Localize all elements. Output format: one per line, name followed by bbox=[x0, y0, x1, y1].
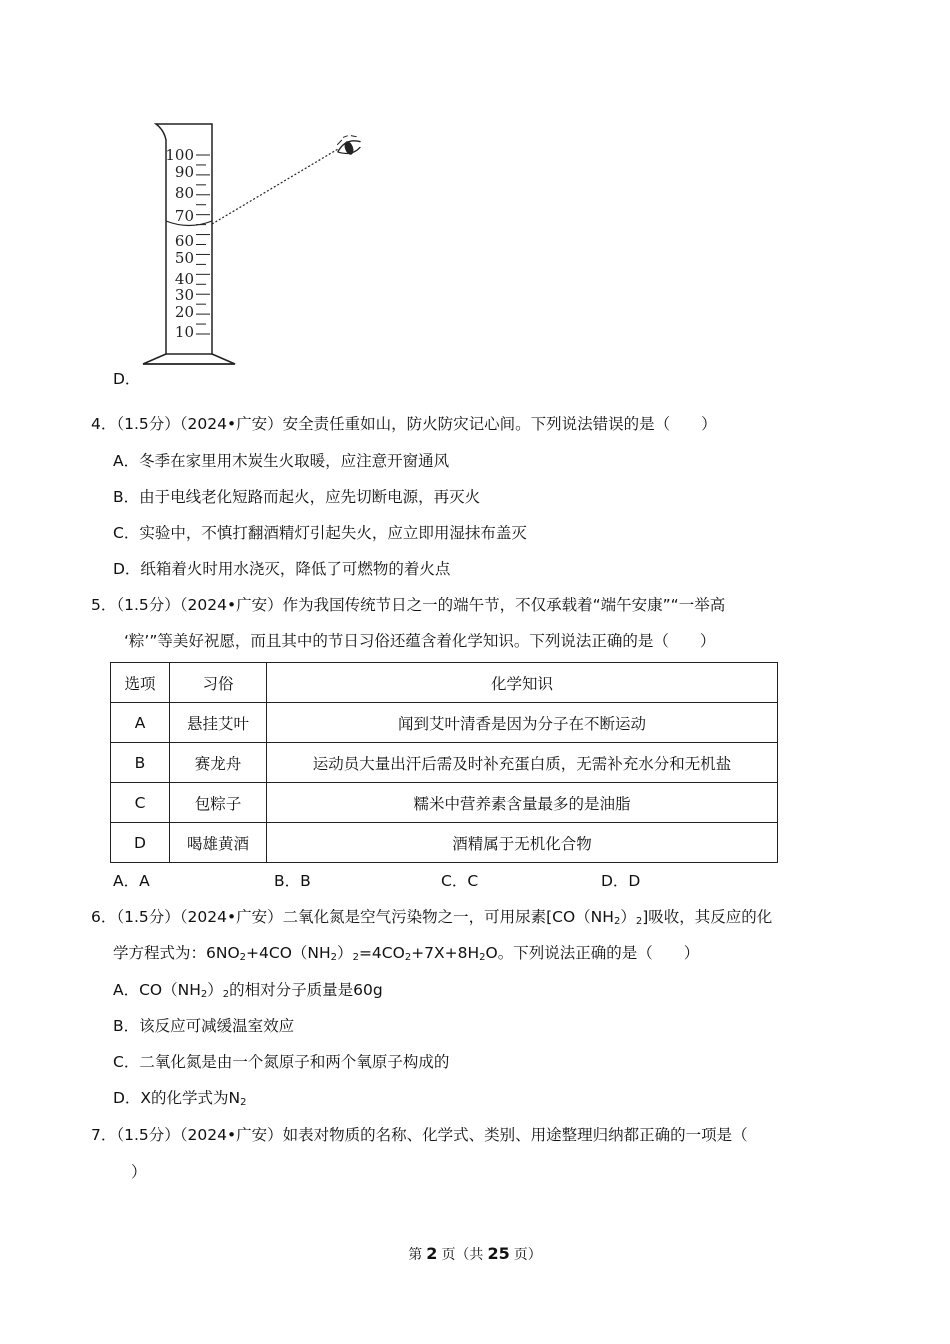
table-cell: 闻到艾叶清香是因为分子在不断运动 bbox=[267, 703, 778, 743]
table-row bbox=[111, 703, 778, 743]
q6-option-c: C．二氧化氮是由一个氮原子和两个氧原子构成的 bbox=[113, 1053, 450, 1071]
scale-label-50: 50 bbox=[174, 249, 194, 267]
q4-option-a: A．冬季在家里用木炭生火取暖，应注意开窗通风 bbox=[113, 452, 450, 470]
q5-stem-line2: ‘粽’”等美好祝愿，而且其中的节日习俗还蕴含着化学知识。下列说法正确的是（ ） bbox=[124, 632, 716, 650]
table-header-cell: 化学知识 bbox=[267, 663, 778, 703]
table-cell: 糯米中营养素含量最多的是油脂 bbox=[267, 783, 778, 823]
total-pages: 25 bbox=[487, 1244, 510, 1263]
table-cell: 包粽子 bbox=[170, 783, 267, 823]
q6-option-d: D．X的化学式为$N_2$ bbox=[113, 1089, 247, 1108]
table-cell: 运动员大量出汗后需及时补充蛋白质，无需补充水分和无机盐 bbox=[267, 743, 778, 783]
page-number: 2 bbox=[426, 1244, 438, 1263]
q5-option-d: D．D bbox=[601, 872, 641, 890]
table-header-cell: 选项 bbox=[111, 663, 170, 703]
table-cell: 悬挂艾叶 bbox=[170, 703, 267, 743]
q7-stem-line1: 7．（1.5分）（2024•广安）如表对物质的名称、化学式、类别、用途整理归纳都正确的一项是（ bbox=[91, 1126, 748, 1144]
scale-ticks bbox=[196, 155, 210, 334]
cylinder-base bbox=[143, 354, 235, 364]
table-cell: A bbox=[111, 703, 170, 743]
q5-stem-line1: 5．（1.5分）（2024•广安）作为我国传统节日之一的端午节，不仅承载着“端午安康”“一举高 bbox=[91, 596, 726, 614]
q4-option-b: B．由于电线老化短路而起火，应先切断电源，再灭火 bbox=[113, 488, 481, 506]
table-row bbox=[111, 783, 778, 823]
table-cell: B bbox=[111, 743, 170, 783]
q5-options bbox=[113, 869, 713, 891]
eye-icon bbox=[334, 132, 364, 158]
scale-label-100: 100 bbox=[165, 146, 194, 164]
graduated-cylinder-figure bbox=[130, 118, 380, 373]
table-cell: 酒精属于无机化合物 bbox=[267, 823, 778, 863]
q6-option-b: B．该反应可减缓温室效应 bbox=[113, 1017, 295, 1035]
table-cell: 喝雄黄酒 bbox=[170, 823, 267, 863]
table-row bbox=[111, 743, 778, 783]
q6-option-a: A．$CO(NH_2)_2$的相对分子质量是60g bbox=[113, 981, 383, 1000]
table-header-cell: 习俗 bbox=[170, 663, 267, 703]
q7-stem-line2: ） bbox=[131, 1163, 147, 1181]
q4-option-d: D．纸箱着火时用水浇灭，降低了可燃物的着火点 bbox=[113, 560, 451, 578]
q6-stem-line2: 学方程式为：$6NO_2+4CO(NH_2)_2=4CO_2+7X+8H_2O$。下列说法正确的是（ ） bbox=[113, 944, 700, 963]
scale-label-10: 10 bbox=[174, 323, 194, 341]
q4-option-c: C．实验中，不慎打翻酒精灯引起失火，应立即用湿抹布盖灭 bbox=[113, 524, 527, 542]
table-cell: C bbox=[111, 783, 170, 823]
scale-label-20: 20 bbox=[174, 303, 194, 321]
scale-label-40: 40 bbox=[174, 270, 194, 288]
sight-line bbox=[212, 149, 338, 224]
q5-option-a: A．A bbox=[113, 872, 150, 890]
scale-labels bbox=[165, 146, 194, 341]
table-row bbox=[111, 823, 778, 863]
table-cell: 赛龙舟 bbox=[170, 743, 267, 783]
q5-option-c: C．C bbox=[441, 872, 479, 890]
scale-label-80: 80 bbox=[174, 184, 194, 202]
table-cell: D bbox=[111, 823, 170, 863]
table-header-row bbox=[111, 663, 778, 703]
q5-table bbox=[110, 662, 778, 863]
scale-label-70: 70 bbox=[174, 207, 194, 225]
scale-label-60: 60 bbox=[174, 232, 194, 250]
scale-label-30: 30 bbox=[174, 286, 194, 304]
scale-label-90: 90 bbox=[174, 163, 194, 181]
q6-stem-line1: 6．（1.5分）（2024•广安）二氧化氮是空气污染物之一，可用尿素$[CO(NH_2)_2]$吸收，其反应的化 bbox=[91, 908, 773, 927]
q5-option-b: B．B bbox=[274, 872, 311, 890]
q4-stem: 4．（1.5分）（2024•广安）安全责任重如山，防火防灾记心间。下列说法错误的是（ ） bbox=[91, 415, 717, 433]
q3-option-d: D． bbox=[113, 370, 141, 388]
page-footer: 第 2 页（共 25 页） bbox=[408, 1244, 542, 1263]
